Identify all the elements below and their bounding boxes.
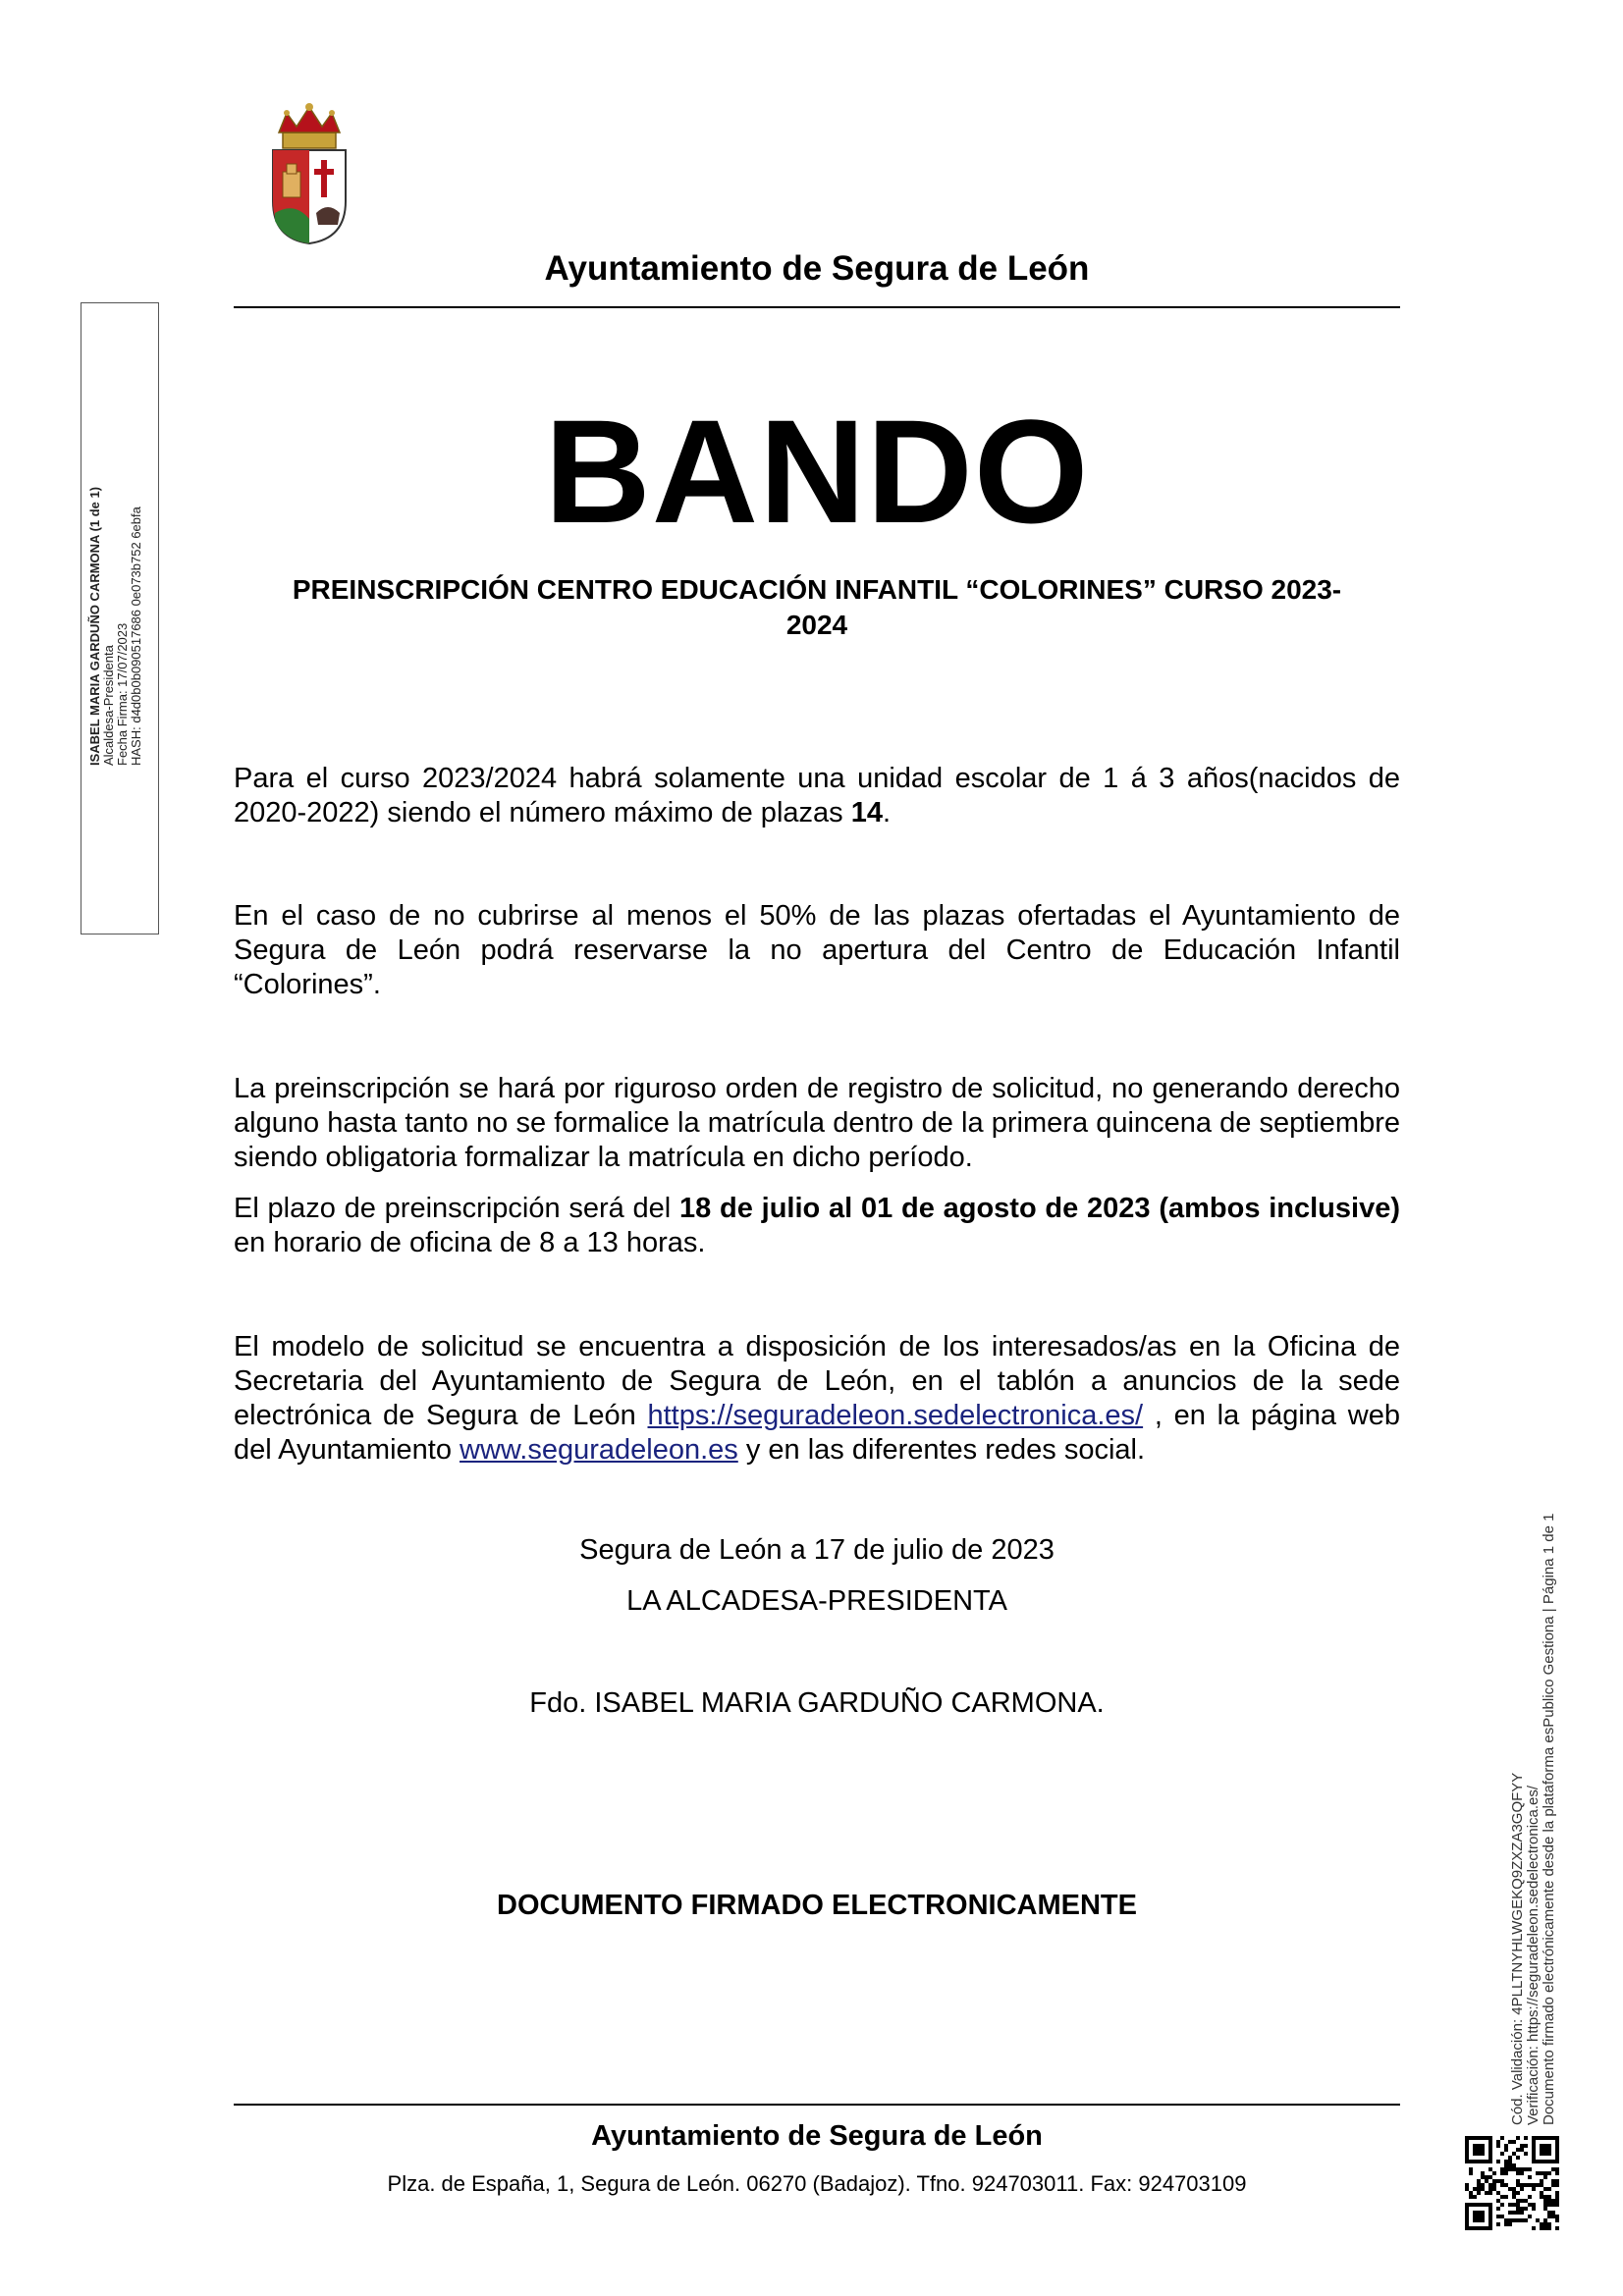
document-subtitle (234, 572, 1400, 643)
footer-divider (234, 2104, 1400, 2106)
max-places-value: 14 (850, 797, 883, 828)
paragraph-registration-order: La preinscripción se hará por riguroso orden de registro de solicitud, no generando derecho alguno hasta tanto no se formalice la matrícula dentro de la primera quincena de septiembre siendo obligatoria formalizar la matrícula en dicho período. (234, 1073, 1400, 1173)
website-link[interactable]: www.seguradeleon.es (460, 1434, 738, 1466)
footer-address: Plza. de España, 1, Segura de León. 06270 (Badajoz). Tfno. 924703011. Fax: 924703109 (387, 2171, 1247, 2196)
paragraph-course-info (234, 762, 1400, 830)
paragraph-end: . (882, 797, 892, 828)
qr-code-icon (1465, 2136, 1559, 2230)
footer-title: Ayuntamiento de Segura de León (591, 2120, 1043, 2152)
coat-of-arms-icon (265, 103, 353, 245)
paragraph-deadline (234, 1192, 1400, 1260)
paragraph-text: El plazo de preinscripción será del (234, 1193, 680, 1224)
validation-platform: Documento firmado electrónicamente desde la plataforma esPublico Gestiona | Página 1 de 1 (1541, 1513, 1557, 2125)
header-divider (234, 306, 1400, 308)
deadline-dates: 18 de julio al 01 de agosto de 2023 (ambos inclusive) (679, 1193, 1400, 1224)
date-line: Segura de León a 17 de julio de 2023 (579, 1534, 1055, 1566)
stamp-signature-date: Fecha Firma: 17/07/2023 (115, 622, 130, 766)
signer-name: Fdo. ISABEL MARIA GARDUÑO CARMONA. (529, 1687, 1105, 1719)
signature-stamp-text (88, 487, 143, 766)
paragraph-minimum-places: En el caso de no cubrirse al menos el 50% de las plazas ofertadas el Ayuntamiento de Segura de León podrá reservarse la no apertura del Centro de Educación Infantil “Colorines”. (234, 900, 1400, 1000)
paragraph-end: en horario de oficina de 8 a 13 horas. (234, 1227, 706, 1258)
validation-text (1510, 1514, 1557, 2125)
signed-notice: DOCUMENTO FIRMADO ELECTRONICAMENTE (497, 1890, 1137, 1921)
paragraph-application-form (234, 1330, 1400, 1468)
stamp-hash: HASH: d4d0b0b090517686 0e073b752 6ebfa (129, 507, 143, 766)
header-title: Ayuntamiento de Segura de León (544, 249, 1090, 288)
paragraph-text: El modelo de solicitud se encuentra a disposición de los interesados/as en la Oficina de Secretaria del Ayuntamiento de Segura de León, en el tablón a anuncios de la sede electrónica de Segura de León (234, 1331, 1400, 1431)
subtitle-line-1: PREINSCRIPCIÓN CENTRO EDUCACIÓN INFANTIL “COLORINES” CURSO 2023- (292, 574, 1342, 605)
stamp-signer-position: Alcaldesa-Presidenta (101, 645, 116, 766)
validation-url: Verificación: https://seguradeleon.sedelectronica.es/ (1525, 1785, 1542, 2125)
paragraph-text: Para el curso 2023/2024 habrá solamente una unidad escolar de 1 á 3 años(nacidos de 2020-2022) siendo el número máximo de plazas (234, 763, 1400, 828)
subtitle-line-2: 2024 (785, 610, 848, 640)
sede-electronica-link[interactable]: https://seguradeleon.sedelectronica.es/ (647, 1400, 1144, 1431)
signer-role: LA ALCADESA-PRESIDENTA (626, 1585, 1007, 1617)
validation-code: Cód. Validación: 4PLLTNYHLWGEKQ9ZXZA3GQFYY (1509, 1772, 1526, 2125)
paragraph-text: , en la página web del Ayuntamiento (234, 1400, 1400, 1466)
document-heading: BANDO (544, 389, 1090, 554)
stamp-signer-name: ISABEL MARIA GARDUÑO CARMONA (1 de 1) (87, 486, 102, 766)
paragraph-end: y en las diferentes redes social. (737, 1434, 1146, 1466)
